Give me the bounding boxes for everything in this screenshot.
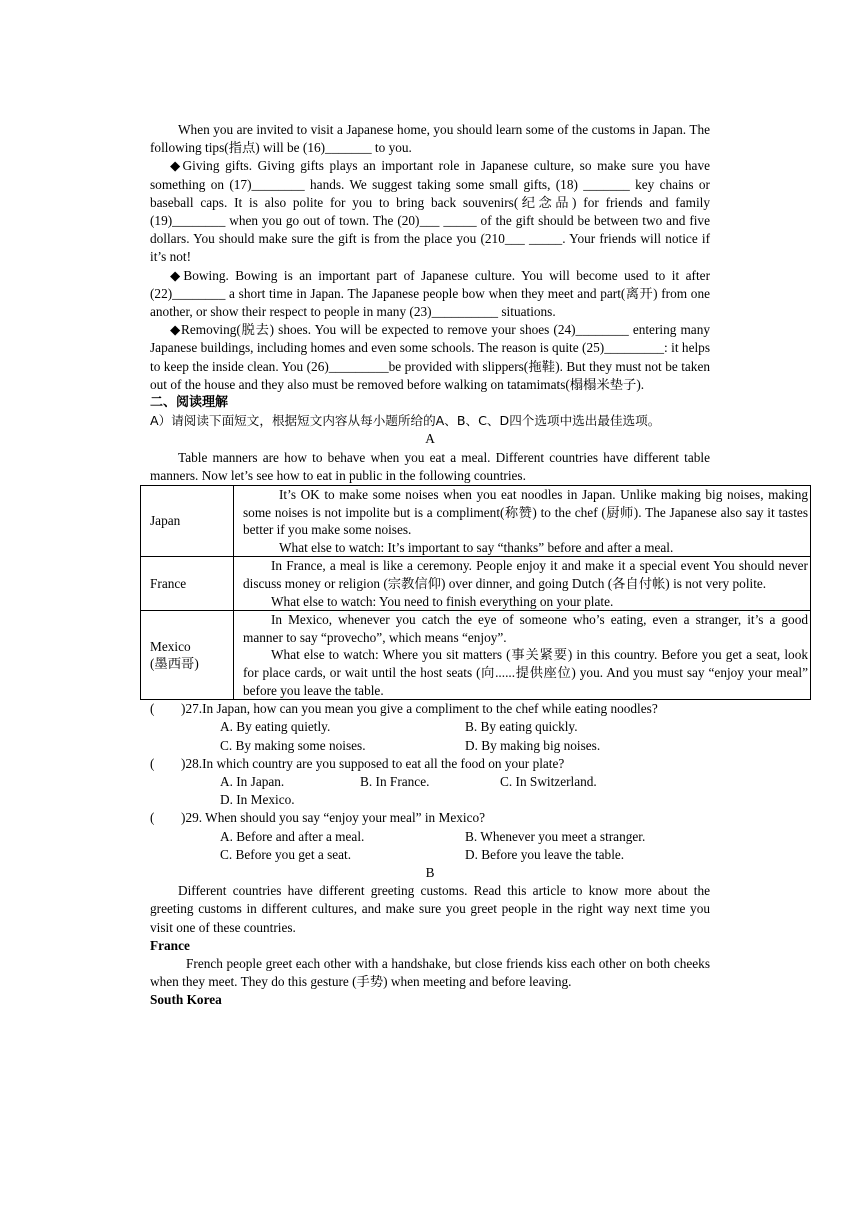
document-page bbox=[150, 121, 808, 1010]
option-d: D. Before you leave the table. bbox=[465, 846, 625, 862]
question-28-options bbox=[150, 773, 710, 791]
passage-a-label: A bbox=[425, 431, 435, 447]
row-watch: What else to watch: Where you sit matters (事关紧要) in this country. Before you get a seat, look for place cards, or wait until the host seats (向......提供座位) you. And you must say “enjoy your meal” before you leave the table. bbox=[243, 647, 808, 698]
option-d: D. In Mexico. bbox=[220, 792, 295, 808]
south-korea-heading: South Korea bbox=[150, 992, 222, 1008]
option-b: B. By eating quickly. bbox=[465, 719, 578, 735]
description-cell bbox=[234, 486, 811, 557]
option-b: B. In France. bbox=[360, 774, 430, 789]
cloze-gifts-paragraph: ◆Giving gifts. Giving gifts plays an important role in Japanese culture, so make sure you have something on (17)________ hands. We suggest taking some small gifts, (18) _______ key chains or baseball caps. It is also polite for you to bring back souvenirs(纪念品) for friends and family (19)________ when you go out of town. The (20)___ _____ of the gift should be between two and five dollars. You should make sure the gift is from the place you (210___ _____. Your friends will notice if it’s not! bbox=[150, 158, 710, 265]
cloze-bowing-paragraph: ◆Bowing. Bowing is an important part of Japanese culture. You will become used to it after (22)________ a short time in Japan. The Japanese people bow when they meet and part(离开) from one another, or show their respect to people in many (23)__________ situations. bbox=[150, 267, 711, 320]
france-heading: France bbox=[150, 937, 190, 953]
passage-b-intro: Different countries have different greeting customs. Read this article to know more about the greeting customs in different cultures, and make sure you greet people in the right way next time you visit one of these countries. bbox=[150, 883, 710, 935]
option-a: A. By eating quietly. bbox=[220, 719, 331, 735]
row-watch: What else to watch: It’s important to say “thanks” before and after a meal. bbox=[279, 539, 674, 555]
table-row bbox=[141, 486, 811, 557]
section-instruction: A）请阅读下面短文，根据短文内容从每小题所给的A、B、C、D四个选项中选出最佳选项。 bbox=[150, 413, 661, 429]
france-paragraph: French people greet each other with a handshake, but close friends kiss each other on both cheeks when they meet. They do this gesture (手势) when meeting and before leaving. bbox=[150, 956, 710, 990]
table-row bbox=[141, 557, 811, 611]
question-29-options-2 bbox=[150, 846, 710, 864]
option-a: A. Before and after a meal. bbox=[220, 828, 365, 844]
option-c: C. In Switzerland. bbox=[500, 774, 597, 789]
option-a: A. In Japan. bbox=[220, 774, 285, 789]
row-text: In France, a meal is like a ceremony. People enjoy it and make it a special event You should never discuss money or religion (宗教信仰) over dinner, and going Dutch (各自付帐) is not very polite. bbox=[243, 558, 808, 592]
row-text: In Mexico, whenever you catch the eye of someone who’s eating, even a stranger, it’s a good manner to say “provecho”, which means “enjoy”. bbox=[243, 612, 808, 645]
country-cell: Japan bbox=[141, 486, 234, 557]
passage-b-label: B bbox=[425, 865, 435, 881]
table-row bbox=[141, 611, 811, 700]
option-c: C. By making some noises. bbox=[220, 737, 366, 753]
question-29-stem: ( )29. When should you say “enjoy your meal” in Mexico? bbox=[150, 810, 486, 826]
row-text: It’s OK to make some noises when you eat noodles in Japan. Unlike making big noises, making some noises is not impolite but is a compliment(称赞) to the chef (厨师). The Japanese also say it tastes better if you make some noises. bbox=[243, 487, 808, 538]
question-29-options bbox=[150, 828, 710, 846]
table-manners-table bbox=[140, 485, 811, 700]
question-27-stem: ( )27.In Japan, how can you mean you give a compliment to the chef while eating noodles? bbox=[150, 701, 658, 717]
row-watch: What else to watch: You need to finish everything on your plate. bbox=[271, 593, 614, 609]
option-c: C. Before you get a seat. bbox=[220, 846, 352, 862]
question-27-options-2 bbox=[150, 737, 710, 755]
option-d: D. By making big noises. bbox=[465, 737, 601, 753]
question-27-options bbox=[150, 718, 710, 736]
question-28-stem: ( )28.In which country are you supposed to eat all the food on your plate? bbox=[150, 755, 565, 771]
country-cell: Mexico (墨西哥) bbox=[141, 611, 234, 700]
question-28-options-2 bbox=[150, 791, 710, 809]
option-b: B. Whenever you meet a stranger. bbox=[465, 828, 646, 844]
section-title: 二、阅读理解 bbox=[150, 395, 229, 411]
description-cell bbox=[234, 611, 811, 700]
description-cell bbox=[234, 557, 811, 611]
country-cell: France bbox=[141, 557, 234, 611]
cloze-shoes-paragraph: ◆Removing(脱去) shoes. You will be expected to remove your shoes (24)________ entering many Japanese buildings, including homes and even some schools. The reason is quite (25)_________: it helps to keep the inside clean. You (26)_________be provided with slippers(拖鞋). But they must not be taken out of the house and they also must be removed before walking on tatamimats(榻榻米垫子). bbox=[150, 322, 710, 392]
cloze-intro: When you are invited to visit a Japanese home, you should learn some of the customs in Japan. The following tips(指点) will be (16)_______ to you. bbox=[150, 122, 710, 156]
passage-a-intro: Table manners are how to behave when you eat a meal. Different countries have different table manners. Now let’s see how to eat in public in the following countries. bbox=[150, 449, 710, 483]
